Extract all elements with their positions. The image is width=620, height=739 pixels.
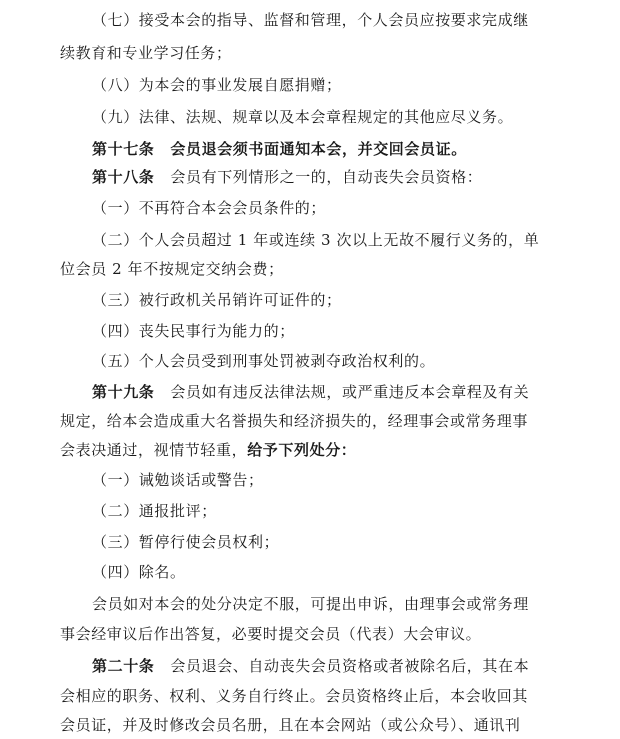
text-line: 规定，给本会造成重大名誉损失和经济损失的，经理事会或常务理事 [60,412,529,430]
text-line: （四）丧失民事行为能力的； [92,322,295,340]
article-20 [92,656,612,676]
article-17 [92,139,612,159]
text-line: 会员证，并及时修改会员名册，且在本会网站（或公众号）、通讯刊 [60,716,521,734]
article-text: 会员退会、自动丧失会员资格或者被除名后，其在本 [170,657,530,675]
article-text: 会员退会须书面通知本会，并交回会员证。 [170,140,467,158]
bold-text-segment: 给予下列处分： [247,441,357,459]
text-line: 会相应的职务、权利、义务自行终止。会员资格终止后，本会收回其 [60,687,529,705]
text-line: （一）诫勉谈话或警告； [92,471,264,489]
text-line: （四）除名。 [92,563,186,581]
text-line: （三）被行政机关吊销许可证件的； [92,291,342,309]
article-heading: 第十九条 [92,383,155,401]
text-line: 位会员 2 年不按规定交纳会费； [60,260,284,278]
text-line: 事会经审议后作出答复，必要时提交会员（代表）大会审议。 [60,625,482,643]
text-segment: 会表决通过，视情节轻重， [60,441,248,459]
text-line: （二）个人会员超过 1 年或连续 3 次以上无故不履行义务的，单 [92,231,540,249]
article-18 [92,167,612,187]
text-line: （二）通报批评； [92,502,217,520]
text-line [60,440,580,460]
text-line: 会员如对本会的处分决定不服，可提出申诉，由理事会或常务理 [92,595,529,613]
text-line: （一）不再符合本会会员条件的； [92,199,327,217]
article-text: 会员如有违反法律法规，或严重违反本会章程及有关 [170,383,530,401]
article-heading: 第十八条 [92,168,155,186]
article-19 [92,382,612,402]
text-line: （三）暂停行使会员权利； [92,533,280,551]
text-line: （五）个人会员受到刑事处罚被剥夺政治权利的。 [92,352,436,370]
text-line: 续教育和专业学习任务； [60,44,232,62]
article-heading: 第二十条 [92,657,155,675]
article-heading: 第十七条 [92,140,155,158]
text-line: （九）法律、法规、规章以及本会章程规定的其他应尽义务。 [92,108,514,126]
text-line: （七）接受本会的指导、监督和管理，个人会员应按要求完成继 [92,11,529,29]
text-line: （八）为本会的事业发展自愿捐赠； [92,76,342,94]
article-text: 会员有下列情形之一的，自动丧失会员资格： [170,168,483,186]
